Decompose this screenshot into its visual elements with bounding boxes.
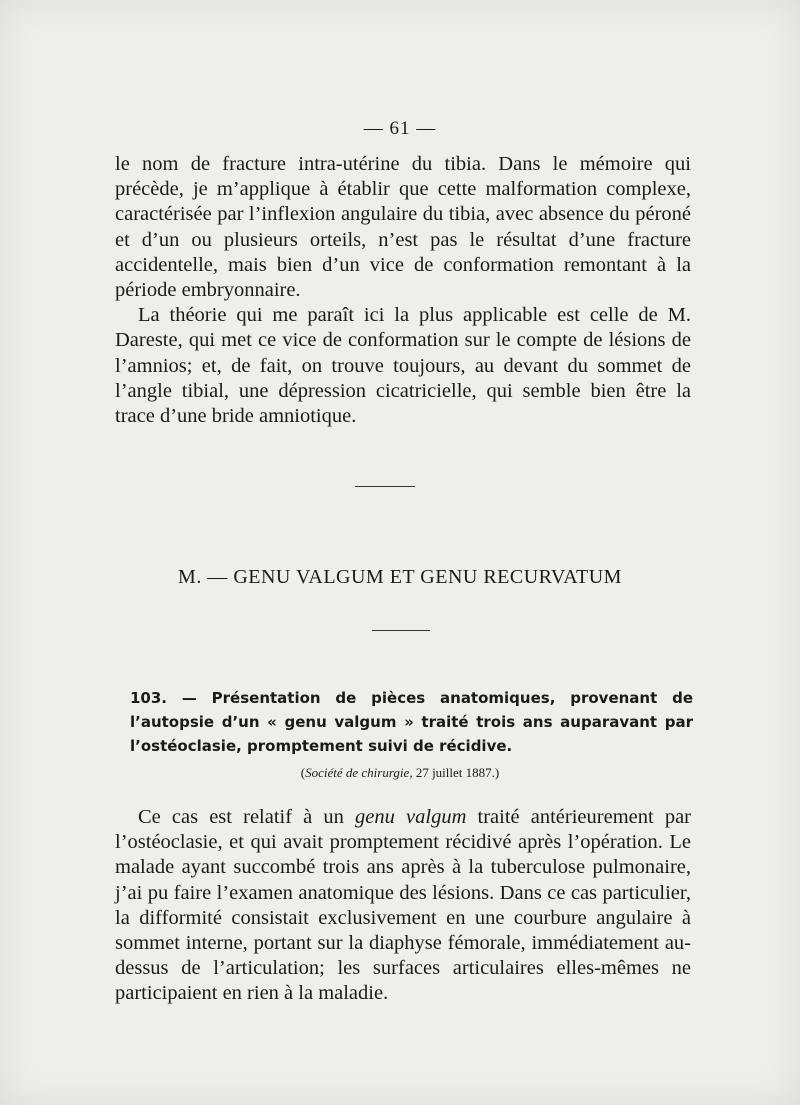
divider-rule	[355, 486, 415, 487]
source-date: 27 juillet 1887.)	[412, 765, 500, 780]
source-citation	[0, 765, 800, 781]
paragraph-3-rest: traité antérieurement par l’ostéoclasie, et qui avait promptement récidivé après l’opération. Le malade ayant succombé trois ans après à la tuberculose pulmonaire, j’ai pu faire l’examen anatomique des lésions. Dans ce cas particulier, la difformité consistait exclusivement en une courbure angulaire à sommet interne, portant sur la diaphyse fémorale, immédiatement au-dessus de l’articulation; les surfaces articulaires elles-mêmes ne participaient en rien à la maladie.	[115, 806, 692, 1005]
body-text-bottom	[115, 805, 691, 1007]
divider-rule-2	[372, 630, 430, 631]
body-text-top	[115, 152, 691, 429]
paragraph-3	[115, 805, 691, 1007]
paragraph-2: La théorie qui me paraît ici la plus applicable est celle de M. Dareste, qui met ce vice de conformation sur le compte de lésions de l’amnios; et, de fait, on trouve toujours, au devant du sommet de l’angle tibial, une dépression cicatricielle, qui semble bien être la trace d’une bride amniotique.	[115, 304, 691, 428]
paragraph-1: le nom de fracture intra-utérine du tibia. Dans le mémoire qui précède, je m’applique à établir que cette malformation complexe, caractérisée par l’inflexion angulaire du tibia, avec absence du péroné et d’un ou plusieurs orteils, n’est pas le résultat d’une fracture accidentelle, mais bien d’un vice de conformation remontant à la période embryonnaire.	[115, 153, 691, 302]
entry-heading	[130, 686, 693, 758]
page-number: — 61 —	[363, 118, 437, 139]
paragraph-3-start: Ce cas est relatif à un	[138, 806, 356, 828]
source-open: (	[300, 765, 306, 780]
source-society: Société de chirurgie,	[305, 765, 413, 780]
entry-title: — Présentation de pièces anatomiques, provenant de l’autopsie d’un « genu valgum » traité trois ans auparavant par l’ostéoclasie, promptement suivi de récidive.	[130, 689, 693, 755]
section-heading: M. — GENU VALGUM ET GENU RECURVATUM	[178, 566, 622, 588]
paragraph-3-italic: genu valgum	[355, 806, 467, 828]
entry-number: 103.	[130, 689, 168, 707]
